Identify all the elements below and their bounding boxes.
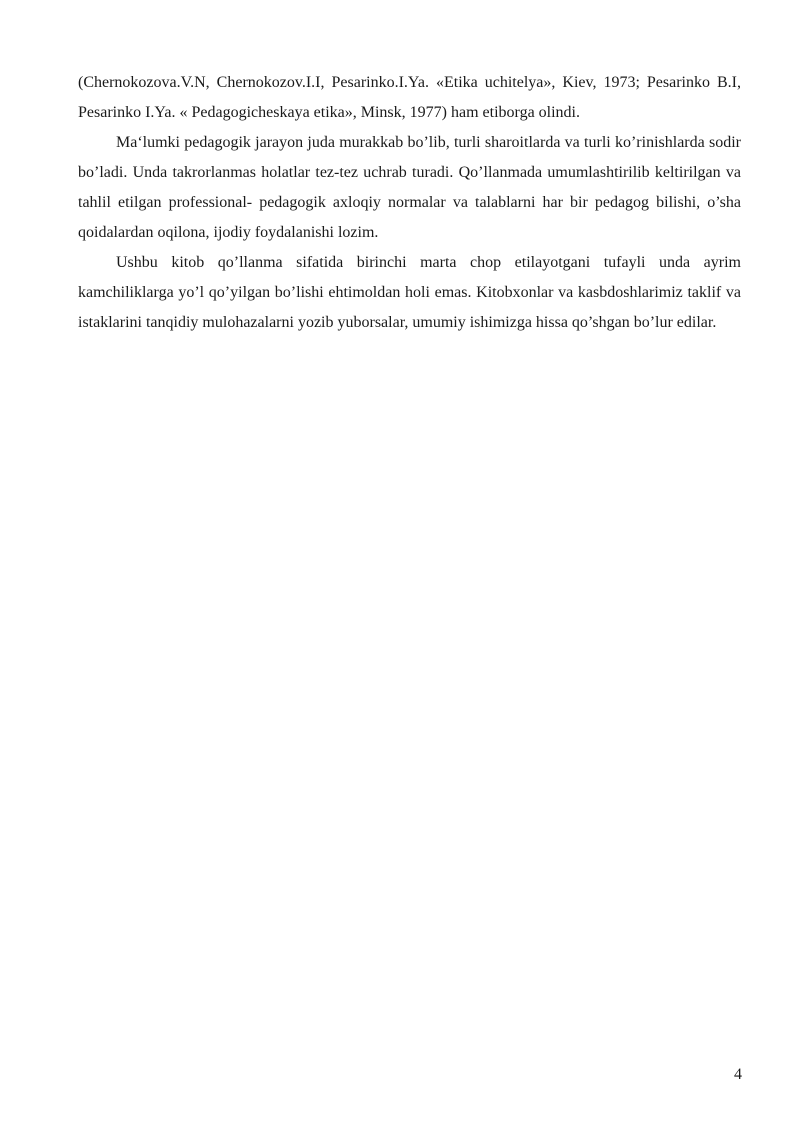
paragraph-first-edition-note: Ushbu kitob qo’llanma sifatida birinchi marta chop etilayotgani tufayli unda ayrim kamchiliklarga yo’l qo’yilgan bo’lishi ehtimoldan holi emas. Kitobxonlar va kasbdoshlarimiz taklif va istaklarini tanqidiy mulohazalarni yozib yuborsalar, umumiy ishimizga hissa qo’shgan bo’lur edilar. xyxy=(78,254,741,331)
body-text xyxy=(78,68,741,338)
paragraph-references-continued: (Chernokozova.V.N, Chernokozov.I.I, Pesarinko.I.Ya. «Etika uchitelya», Kiev, 1973; Pesarinko B.I, Pesarinko I.Ya. « Pedagogicheskaya etika», Minsk, 1977) ham etiborga olindi. xyxy=(78,74,741,121)
paragraph-pedagogical-process: Ma‘lumki pedagogik jarayon juda murakkab bo’lib, turli sharoitlarda va turli ko’rinishlarda sodir bo’ladi. Unda takrorlanmas holatlar tez-tez uchrab turadi. Qo’llanmada umumlashtirilib keltirilgan va tahlil etilgan professional- pedagogik axloqiy normalar va talablarni har bir pedagog bilishi, o’sha qoidalardan oqilona, ijodiy foydalanishi lozim. xyxy=(78,134,741,241)
page-number: 4 xyxy=(734,1066,742,1083)
